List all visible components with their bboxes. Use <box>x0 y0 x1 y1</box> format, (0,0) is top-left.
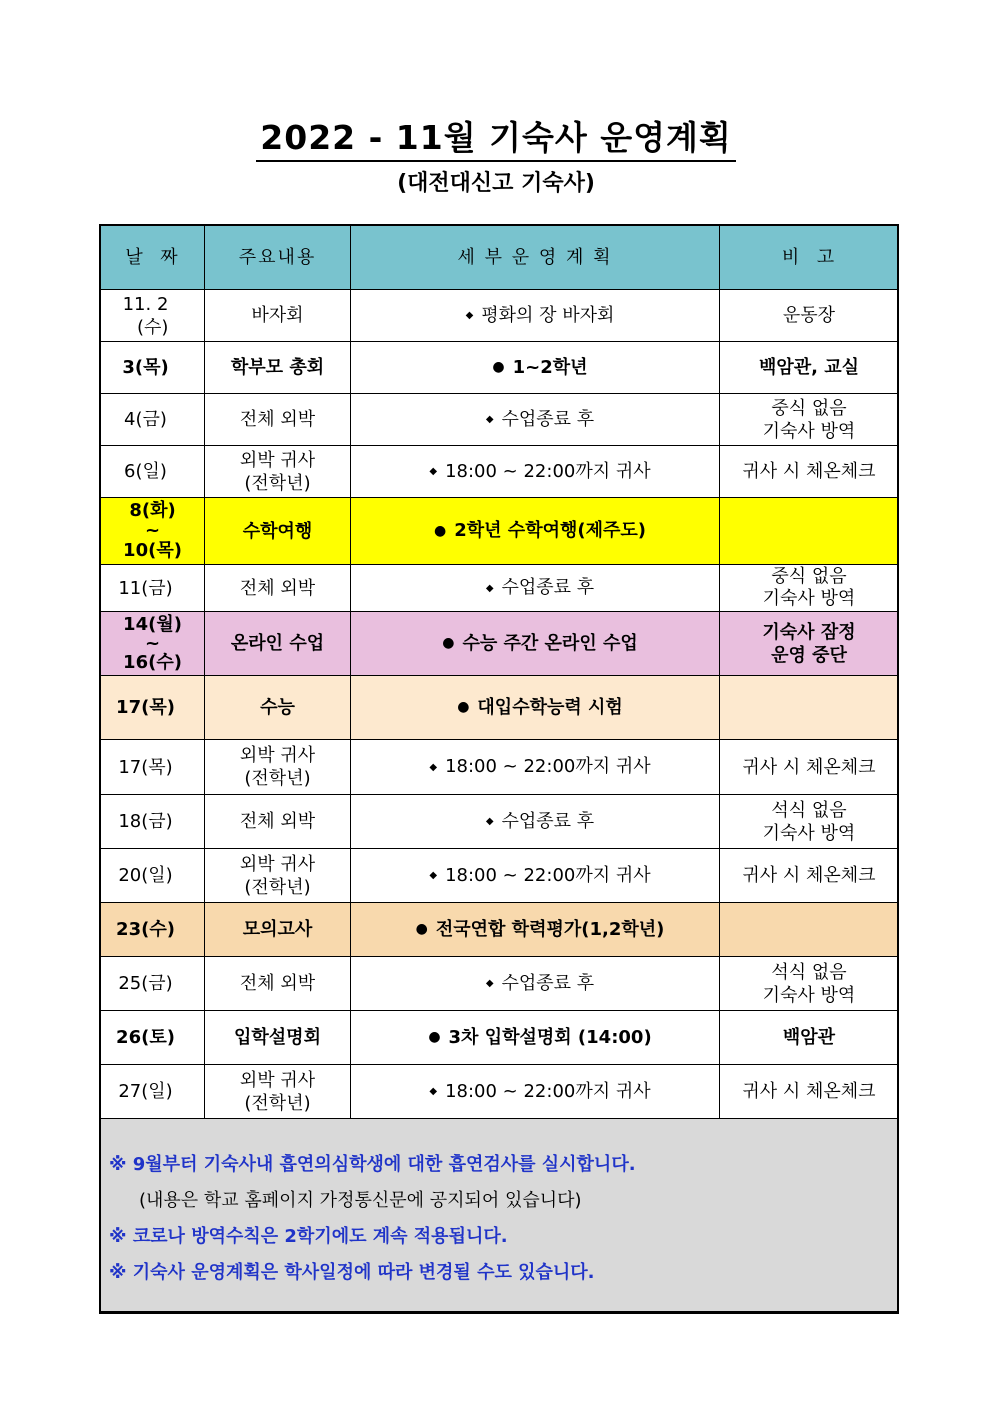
row-note: 석식 없음 기숙사 방역 <box>720 957 899 1011</box>
table-row <box>101 1065 899 1119</box>
row-detail-text: 수업종료 후 <box>501 408 595 430</box>
row-date-text: 11. 2 (수) <box>122 293 169 338</box>
header-event: 주요내용 <box>205 226 351 290</box>
bullet-icon: ◆ <box>485 816 494 828</box>
row-date: 20(일) <box>101 849 205 903</box>
table-header-row <box>101 226 899 290</box>
row-detail <box>351 290 720 342</box>
row-event: 수능 <box>205 676 351 740</box>
row-detail <box>351 676 720 740</box>
row-event: 전체 외박 <box>205 957 351 1011</box>
table-row <box>101 1011 899 1065</box>
row-event: 전체 외박 <box>205 795 351 849</box>
row-date: 17(목) <box>101 740 205 795</box>
document-title: 2022 - 11월 기숙사 운영계획 <box>256 118 735 162</box>
row-note: 석식 없음 기숙사 방역 <box>720 795 899 849</box>
row-note: 귀사 시 체온체크 <box>720 446 899 498</box>
row-note: 백암관, 교실 <box>720 342 899 394</box>
row-date: 4(금) <box>101 394 205 446</box>
row-date: 27(일) <box>101 1065 205 1119</box>
row-detail-text: 수업종료 후 <box>501 810 595 832</box>
row-detail <box>351 849 720 903</box>
row-event: 입학설명회 <box>205 1011 351 1065</box>
row-detail-text: 수능 주간 온라인 수업 <box>462 632 638 654</box>
header-note: 비 고 <box>720 226 899 290</box>
row-detail-text: 평화의 장 바자회 <box>481 304 615 326</box>
row-detail <box>351 1011 720 1065</box>
row-event: 수학여행 <box>205 498 351 565</box>
notes-section <box>101 1119 899 1312</box>
bullet-icon: ● <box>415 921 428 938</box>
row-date: 11(금) <box>101 565 205 612</box>
table-row <box>101 290 899 342</box>
row-note: 귀사 시 체온체크 <box>720 1065 899 1119</box>
note-smoking-test: ※ 9월부터 기숙사내 흡연의심학생에 대한 흡연검사를 실시합니다. <box>109 1154 636 1175</box>
row-detail-text: 3차 입학설명회 (14:00) <box>448 1026 652 1048</box>
row-note: 운동장 <box>720 290 899 342</box>
row-detail-text: 대입수학능력 시험 <box>477 696 623 718</box>
note-homepage-notice: (내용은 학교 홈페이지 가정통신문에 공지되어 있습니다) <box>139 1190 582 1211</box>
bullet-icon: ◆ <box>429 1086 438 1098</box>
row-date: 6(일) <box>101 446 205 498</box>
table-row <box>101 612 899 676</box>
row-detail-text: 1~2학년 <box>512 356 588 378</box>
row-event: 온라인 수업 <box>205 612 351 676</box>
row-event: 바자회 <box>205 290 351 342</box>
bullet-icon: ◆ <box>485 978 494 990</box>
row-detail-text: 2학년 수학여행(제주도) <box>454 520 646 542</box>
row-detail-text: 18:00 ~ 22:00까지 귀사 <box>445 756 651 778</box>
row-note: 중식 없음 기숙사 방역 <box>720 565 899 612</box>
row-note <box>720 498 899 565</box>
note-schedule-change: ※ 기숙사 운영계획은 학사일정에 따라 변경될 수도 있습니다. <box>109 1262 595 1283</box>
row-detail <box>351 498 720 565</box>
table-row <box>101 740 899 795</box>
row-detail-text: 18:00 ~ 22:00까지 귀사 <box>445 864 651 886</box>
bullet-icon: ◆ <box>485 414 494 426</box>
row-detail <box>351 565 720 612</box>
row-note: 기숙사 잠정 운영 중단 <box>720 612 899 676</box>
row-event: 전체 외박 <box>205 565 351 612</box>
row-date <box>101 290 205 342</box>
table-row <box>101 957 899 1011</box>
notes-row <box>101 1119 899 1312</box>
row-detail-text: 18:00 ~ 22:00까지 귀사 <box>445 460 651 482</box>
bullet-icon: ● <box>434 522 447 539</box>
document-subtitle: (대전대신고 기숙사) <box>397 171 595 196</box>
row-detail <box>351 342 720 394</box>
bullet-icon: ● <box>492 359 505 376</box>
table-row <box>101 498 899 565</box>
row-date: 17(목) <box>101 676 205 740</box>
row-event: 외박 귀사 (전학년) <box>205 446 351 498</box>
row-detail <box>351 446 720 498</box>
row-date: 26(토) <box>101 1011 205 1065</box>
bullet-icon: ● <box>428 1029 441 1046</box>
row-detail <box>351 612 720 676</box>
table-row <box>101 903 899 957</box>
row-detail <box>351 795 720 849</box>
row-detail-text: 수업종료 후 <box>501 577 595 599</box>
bullet-icon: ● <box>457 699 470 716</box>
table-row <box>101 342 899 394</box>
row-event: 외박 귀사 (전학년) <box>205 849 351 903</box>
row-date: 14(월) ~ 16(수) <box>101 612 205 676</box>
note-covid-rules: ※ 코로나 방역수칙은 2학기에도 계속 적용됩니다. <box>109 1226 508 1247</box>
bullet-icon: ◆ <box>429 870 438 882</box>
header-date: 날 짜 <box>101 226 205 290</box>
row-date: 8(화) ~ 10(목) <box>101 498 205 565</box>
row-note: 귀사 시 체온체크 <box>720 740 899 795</box>
table-row <box>101 795 899 849</box>
table-row <box>101 446 899 498</box>
row-note: 귀사 시 체온체크 <box>720 849 899 903</box>
row-detail <box>351 740 720 795</box>
row-event: 모의고사 <box>205 903 351 957</box>
row-detail-text: 18:00 ~ 22:00까지 귀사 <box>445 1080 651 1102</box>
row-note: 백암관 <box>720 1011 899 1065</box>
row-detail <box>351 957 720 1011</box>
row-date: 18(금) <box>101 795 205 849</box>
row-detail <box>351 903 720 957</box>
document-title-wrap <box>0 118 992 162</box>
row-event: 학부모 총회 <box>205 342 351 394</box>
row-date: 25(금) <box>101 957 205 1011</box>
plan-table <box>100 225 899 1312</box>
row-event: 외박 귀사 (전학년) <box>205 1065 351 1119</box>
bullet-icon: ◆ <box>429 466 438 478</box>
row-detail-text: 수업종료 후 <box>501 972 595 994</box>
row-date: 23(수) <box>101 903 205 957</box>
bullet-icon: ● <box>442 635 455 652</box>
row-event: 외박 귀사 (전학년) <box>205 740 351 795</box>
header-detail: 세 부 운 영 계 획 <box>351 226 720 290</box>
bullet-icon: ◆ <box>429 761 438 773</box>
table-row <box>101 565 899 612</box>
row-note: 중식 없음 기숙사 방역 <box>720 394 899 446</box>
table-row <box>101 394 899 446</box>
table-row <box>101 849 899 903</box>
row-note <box>720 676 899 740</box>
row-detail-text: 전국연합 학력평가(1,2학년) <box>435 918 665 940</box>
table-row <box>101 676 899 740</box>
row-detail <box>351 394 720 446</box>
row-detail <box>351 1065 720 1119</box>
row-event: 전체 외박 <box>205 394 351 446</box>
bullet-icon: ◆ <box>465 310 474 322</box>
row-note <box>720 903 899 957</box>
bullet-icon: ◆ <box>485 582 494 594</box>
row-date: 3(목) <box>101 342 205 394</box>
